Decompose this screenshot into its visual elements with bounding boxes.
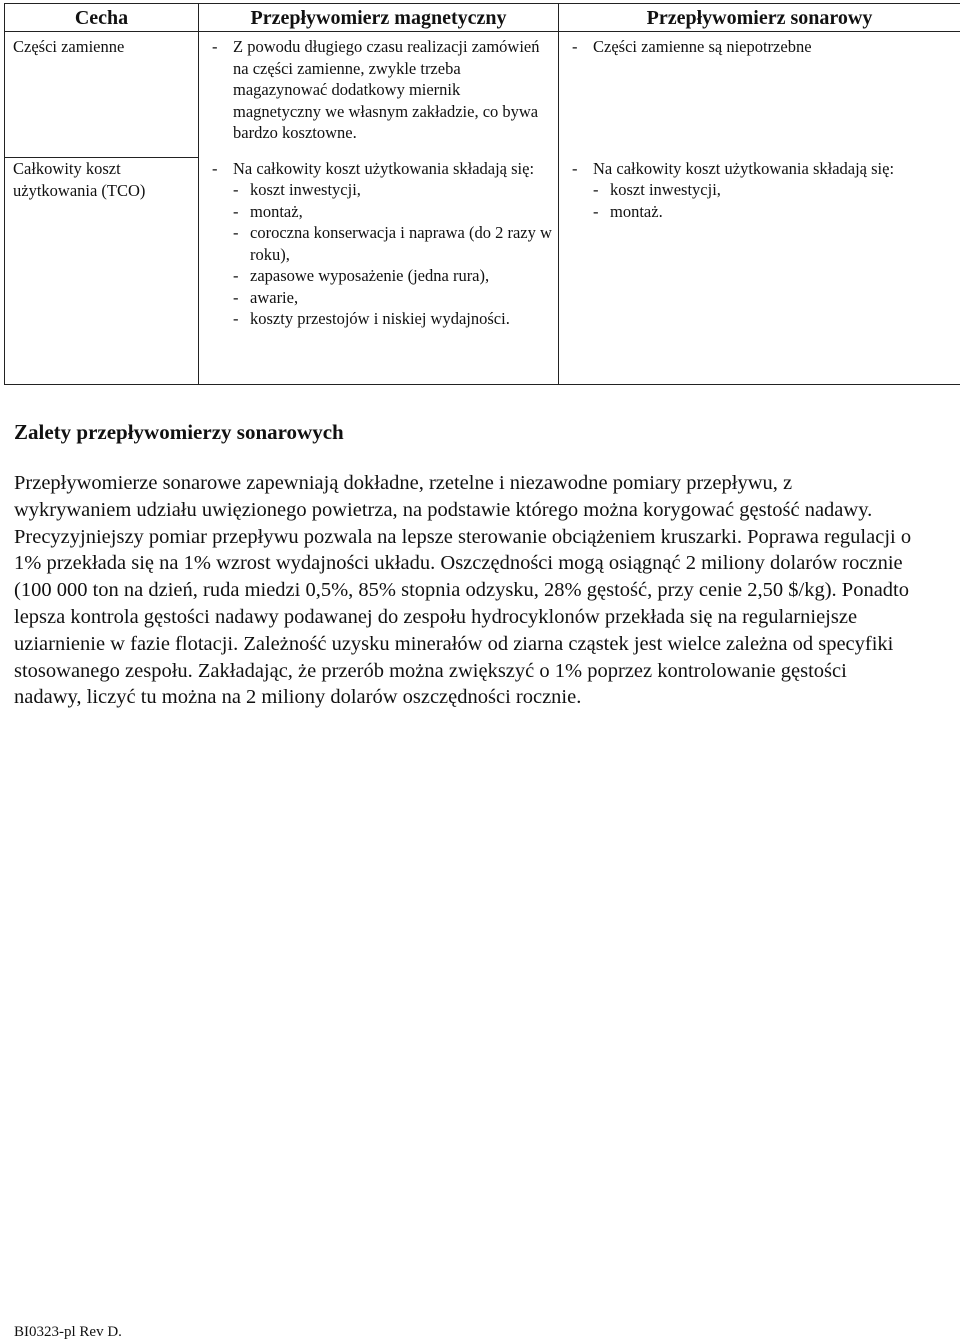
list-item: - koszt inwestycji,	[593, 179, 954, 201]
list-item: - montaż.	[593, 201, 954, 223]
section-heading: Zalety przepływomierzy sonarowych	[14, 420, 344, 444]
feature-tco: Całkowity koszt użytkowania (TCO)	[5, 158, 199, 385]
list-item: - montaż,	[233, 201, 552, 223]
header-magnetic: Przepływomierz magnetyczny	[199, 4, 559, 32]
list-item: - koszty przestojów i niskiej wydajności.	[233, 308, 552, 330]
section-paragraph: Przepływomierze sonarowe zapewniają dokładne, rzetelne i niezawodne pomiary przepływu, z wykrywaniem udziału uwięzionego powietrza, na podstawie którego można korygować gęstość nadawy. Precyzyjniejszy pomiar przepływu pozwala na lepsze sterowanie obciążeniem kruszarki. Poprawa regulacji o 1% przekłada się na 1% wzrost wydajności układu. Oszczędności mogą osiągnąć 2 miliony dolarów rocznie (100 000 ton na dzień, ruda miedzi 0,5%, 85% stopnia odzysku, 28% gęstość, przy cenie 2,50 $/kg). Ponadto lepsza kontrola gęstości nadawy podawanej do zespołu hydrocyklonów przekłada się na regularniejsze uziarnienie w fazie flotacji. Zależność uzysku minerałów od ziarna cząstek jest wielce zależna od specyfiki stosowanego zespołu. Zakładając, że przerób można zwiększyć o 1% poprzez kontrolowanie gęstości nadawy, liczyć tu można na 2 miliony dolarów oszczędności rocznie.	[14, 472, 912, 709]
magnetic-tco	[199, 158, 559, 385]
list-item: - coroczna konserwacja i naprawa (do 2 razy w roku),	[233, 222, 552, 265]
list-item: - Z powodu długiego czasu realizacji zamówień na części zamienne, zwykle trzeba magazynować dodatkowy miernik magnetyczny we własnym zakładzie, co bywa bardzo kosztowne.	[207, 36, 552, 144]
document-id: BI0323-pl Rev D.	[14, 1324, 122, 1340]
sonar-spare-parts	[559, 32, 960, 158]
magnetic-spare-parts	[199, 32, 559, 158]
comparison-table	[4, 3, 960, 385]
header-feature: Cecha	[5, 4, 199, 32]
magnetic-tco-lead: - Na całkowity koszt użytkowania składają się:	[207, 158, 552, 180]
table-row	[5, 158, 960, 385]
sonar-tco	[559, 158, 960, 385]
table-row	[5, 32, 960, 158]
list-item: - Części zamienne są niepotrzebne	[567, 36, 954, 58]
list-item: - zapasowe wyposażenie (jedna rura),	[233, 265, 552, 287]
header-sonar: Przepływomierz sonarowy	[559, 4, 960, 32]
table-header-row	[5, 4, 960, 32]
list-item: - awarie,	[233, 287, 552, 309]
sonar-tco-lead: - Na całkowity koszt użytkowania składają się:	[567, 158, 954, 180]
feature-spare-parts: Części zamienne	[5, 32, 199, 158]
list-item: - koszt inwestycji,	[233, 179, 552, 201]
